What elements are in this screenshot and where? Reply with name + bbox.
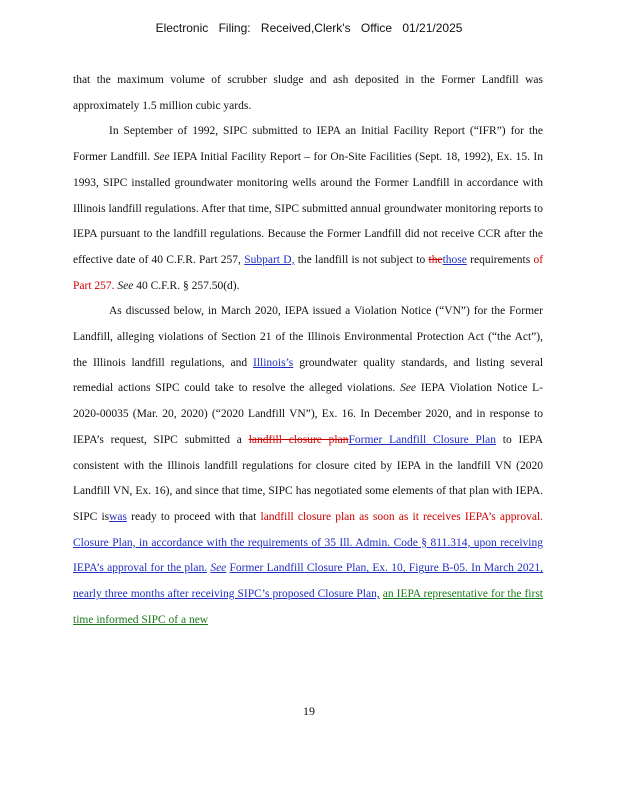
- citation-signal: See: [153, 151, 170, 164]
- text: to IEPA consistent with the Illinois landfill regulations for closure cited by IEPA in the landfill VN (2020 Landfill VN, Ex. 16), and since that time, SIPC has negotiated some elements of that plan with IEPA. SIPC is: [73, 433, 544, 523]
- filing-header: Electronic Filing: Received,Clerk's Office 01/21/2025: [155, 21, 463, 35]
- paragraph-3: [73, 299, 543, 633]
- citation-signal: See: [210, 562, 227, 575]
- inserted-text: Illinois’s: [253, 356, 294, 369]
- deleted-text: landfill closure plan: [248, 433, 349, 446]
- text: requirements: [470, 253, 531, 266]
- page-number: 19: [303, 704, 315, 718]
- text: that the maximum volume of scrubber sludge and ash deposited in the Former Landfill was approximately 1.5 million cubic yards.: [73, 74, 543, 112]
- moved-text: an IEPA representative for the first time informed SIPC of a new: [73, 588, 543, 626]
- text: groundwater quality standards, and listing several remedial actions SIPC could take to resolve the alleged violations.: [73, 356, 544, 395]
- text: IEPA Violation Notice L-2020-00035 (Mar. 20, 2020) (“2020 Landfill VN”), Ex. 16. In December 2020, and in response to IEPA’s request, SIPC submitted a: [73, 382, 544, 446]
- text: In September of 1992, SIPC submitted to IEPA an Initial Facility Report (“IFR”) for the Former Landfill.: [73, 125, 543, 164]
- text: IEPA Initial Facility Report – for On-Site Facilities (Sept. 18, 1992), Ex. 15. In 1993, SIPC installed groundwater monitoring wells around the Former Landfill in accordance with Illinois landfill regulations. After that time, SIPC submitted annual groundwater monitoring reports to IEPA pursuant to the landfill regulations. Because the Former Landfill did not receive CCR after the effective date of 40 C.F.R. Part 257,: [73, 151, 544, 266]
- citation-signal: See: [400, 382, 417, 395]
- inserted-text: Former Landfill Closure Plan: [348, 433, 496, 446]
- inserted-text: Closure Plan, in accordance with the requirements of 35 Ill. Admin. Code § 811.314, upon receiving IEPA’s approval for the plan.: [73, 536, 543, 575]
- document-body: [73, 68, 543, 633]
- text: 40 C.F.R. § 257.50(d).: [136, 279, 240, 292]
- inserted-text: those: [442, 253, 467, 266]
- text: As discussed below, in March 2020, IEPA issued a Violation Notice (“VN”) for the Former Landfill, alleging violations of Section 21 of the Illinois Environmental Protection Act (“the Act”), the Illinois landfill regulations, and: [73, 305, 543, 369]
- deleted-text: the: [428, 253, 443, 266]
- paragraph-1: [73, 68, 543, 119]
- revised-text: of Part 257.: [73, 253, 544, 292]
- inserted-text: Former Landfill Closure Plan, Ex. 10, Figure B-05. In March 2021, nearly three months after receiving SIPC’s proposed Closure Plan,: [73, 562, 544, 601]
- text: the landfill is not subject to: [297, 253, 426, 266]
- inserted-text: was: [109, 510, 128, 523]
- inserted-text: Subpart D,: [244, 253, 295, 266]
- citation-signal: See: [117, 279, 134, 292]
- paragraph-2: [73, 119, 543, 299]
- text: ready to proceed with that: [131, 510, 257, 523]
- revised-text: landfill closure plan as soon as it receives IEPA’s approval.: [260, 510, 544, 523]
